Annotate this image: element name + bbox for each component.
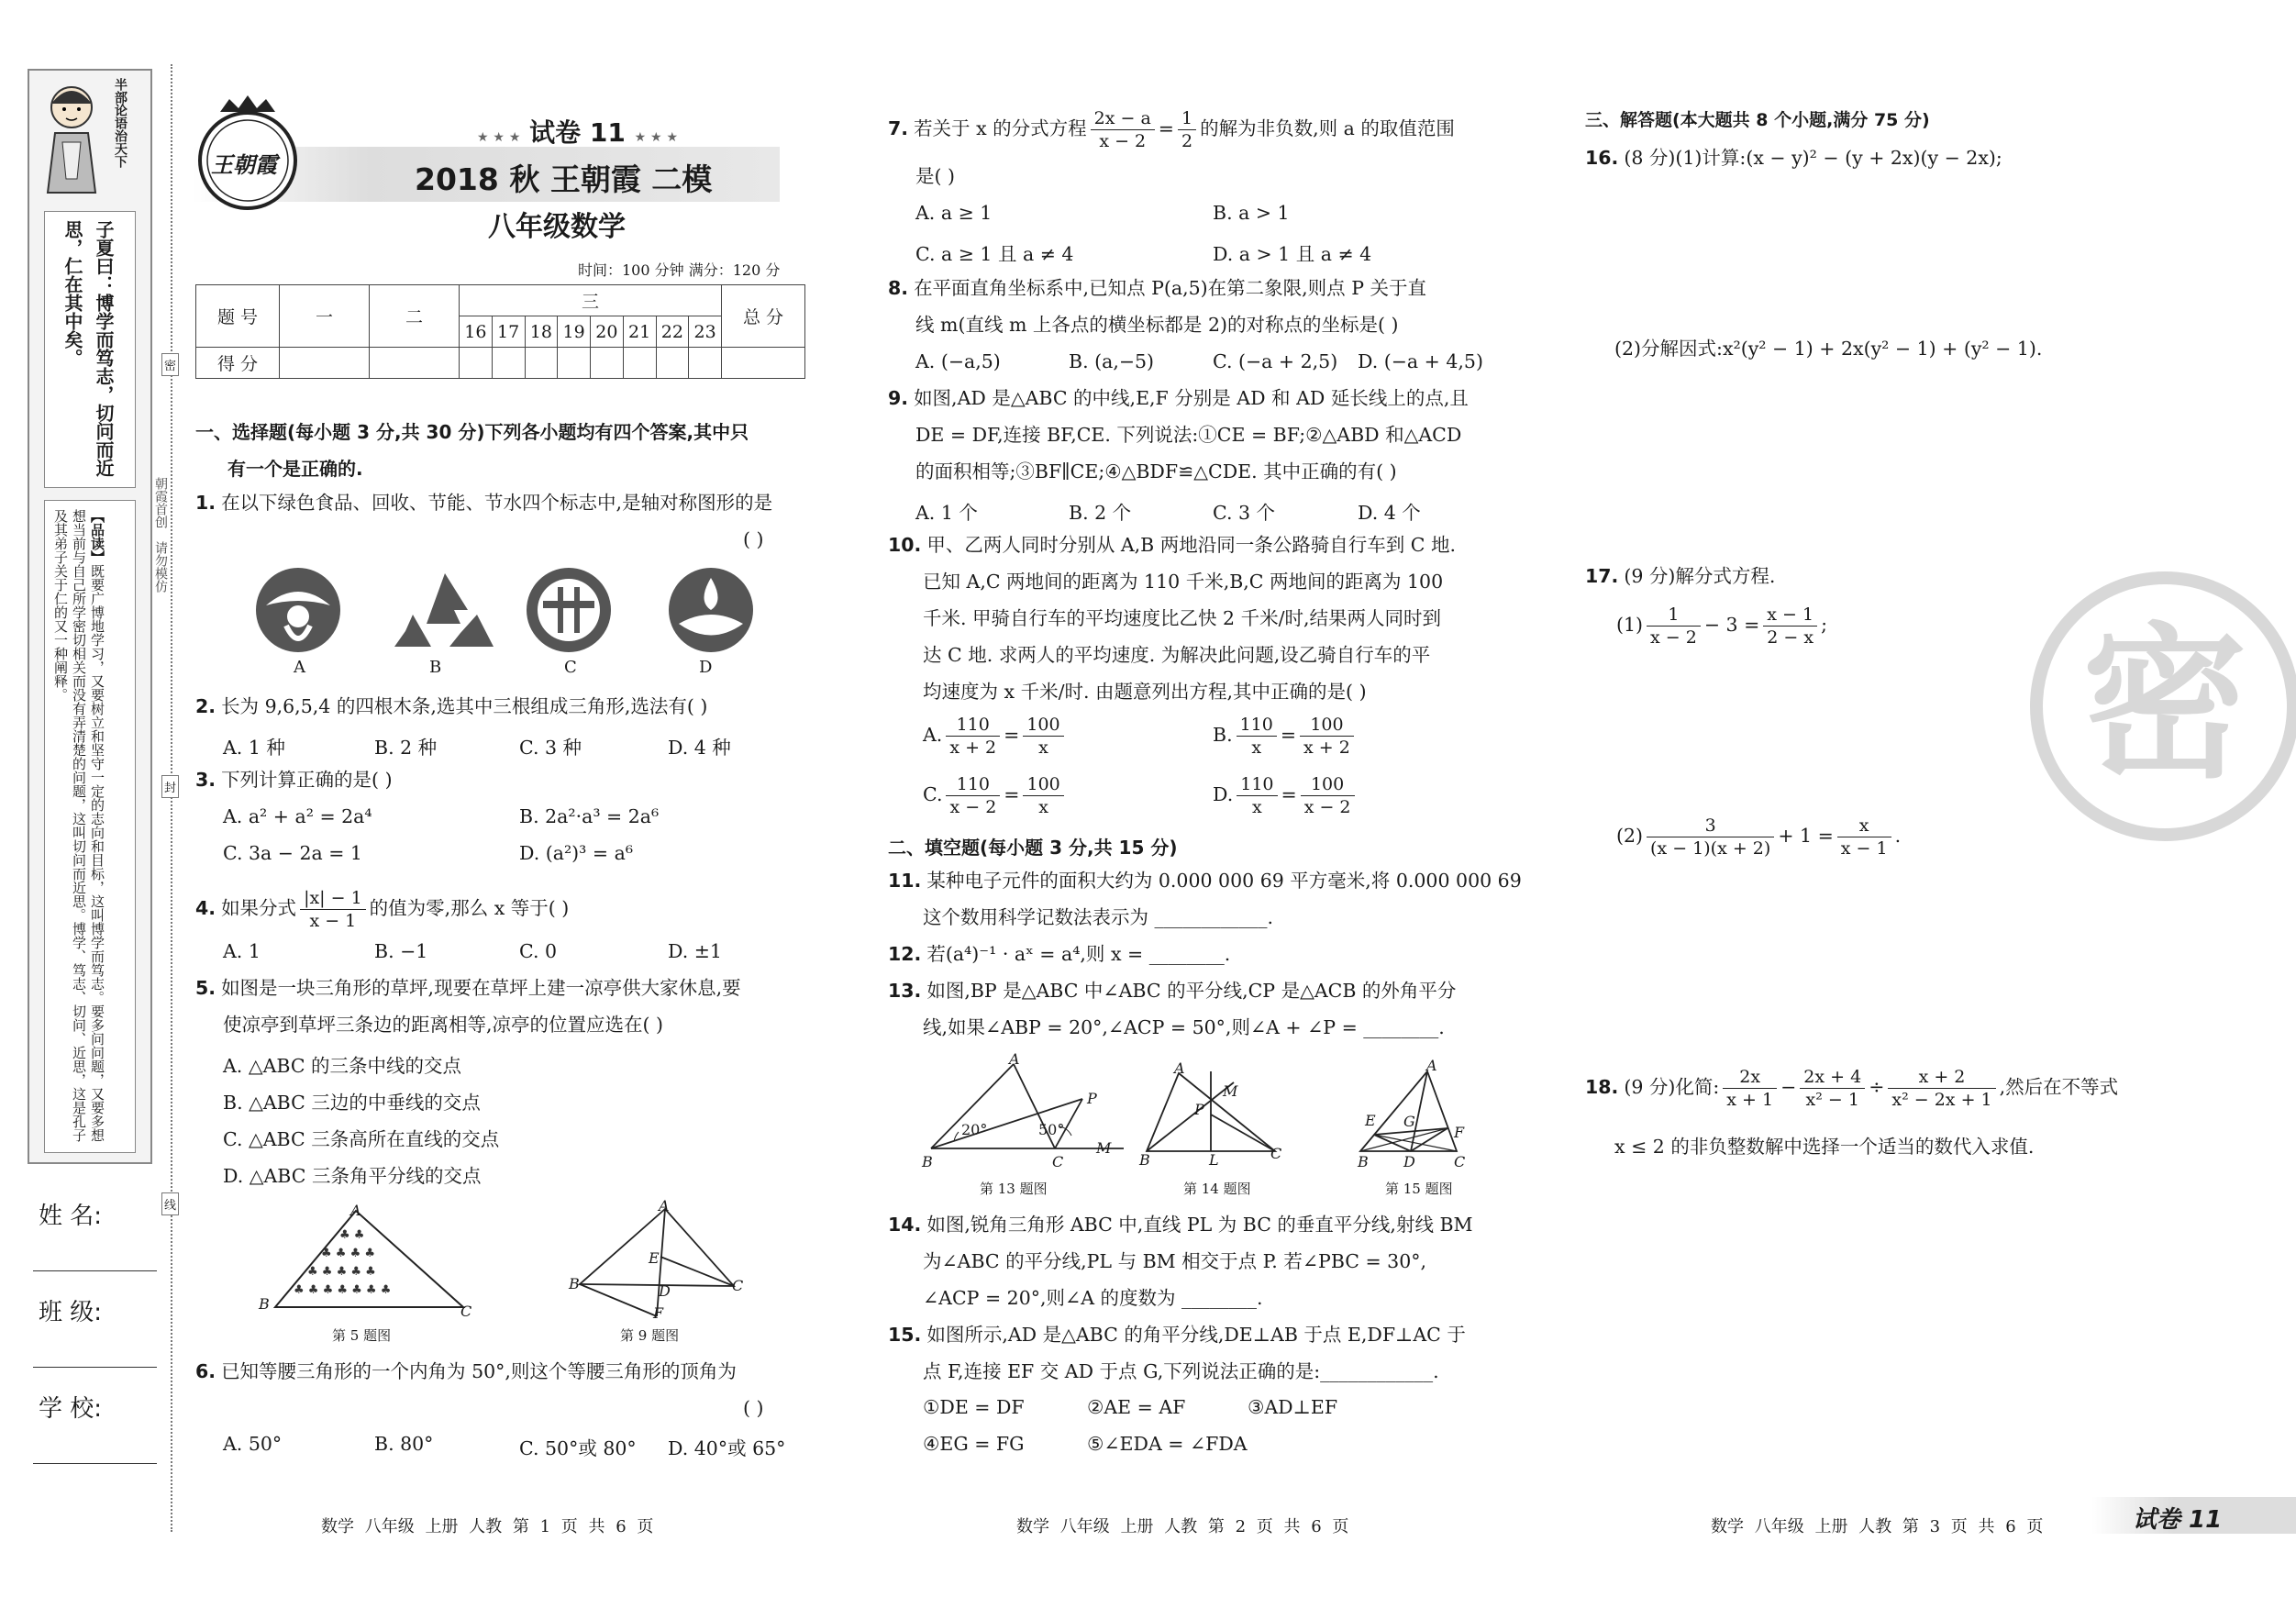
water-saving-logo-icon — [669, 568, 753, 652]
question-5-a: 5. 如图是一块三角形的草坪,现要在草坪上建一凉亭供大家休息,要 — [195, 977, 741, 999]
q9-option-b[interactable]: B. 2 个 — [1069, 502, 1132, 524]
q1-label-b: B — [429, 658, 442, 677]
q7-option-b[interactable]: B. a > 1 — [1213, 202, 1290, 224]
sidebar-top-chars: 半部论语治天下 — [113, 78, 128, 168]
score-cell[interactable] — [492, 348, 525, 379]
class-field[interactable] — [33, 1367, 157, 1368]
svg-text:♣ ♣ ♣ ♣ ♣: ♣ ♣ ♣ ♣ ♣ — [307, 1265, 376, 1279]
question-1-paren: ( ) — [743, 528, 764, 550]
score-cell[interactable] — [525, 348, 558, 379]
q6-option-a[interactable]: A. 50° — [223, 1433, 283, 1455]
q2-option-a[interactable]: A. 1 种 — [223, 737, 285, 759]
question-1: 1. 在以下绿色食品、回收、节能、节水四个标志中,是轴对称图形的是 — [195, 492, 773, 514]
seal-char-2: 封 — [161, 775, 179, 798]
fig14-label-c: C — [1270, 1145, 1282, 1162]
q15-option-4[interactable]: ④EG = FG — [923, 1433, 1025, 1455]
question-10-b: 已知 A,C 两地间的距离为 110 千米,B,C 两地间的距离为 100 — [923, 571, 1444, 593]
score-num: 20 — [591, 316, 624, 348]
q8-option-c[interactable]: C. (−a + 2,5) — [1213, 350, 1338, 372]
question-14-b: 为∠ABC 的平分线,PL 与 BM 相交于点 P. 若∠PBC = 30°, — [923, 1250, 1427, 1272]
score-cell[interactable] — [656, 348, 689, 379]
score-cell[interactable] — [280, 348, 370, 379]
question-4: 4. 如果分式 $\frac{|x| - 1}{x - 1}$ 的值为零,那么 x 等于( ) — [195, 888, 570, 931]
school-label: 学 校: — [39, 1395, 103, 1423]
question-10-a: 10. 甲、乙两人同时分别从 A,B 两地沿同一条公路骑自行车到 C 地. — [888, 534, 1456, 556]
question-11-b: 这个数用科学记数法表示为 ____________. — [923, 906, 1274, 928]
q3-option-c[interactable]: C. 3a − 2a = 1 — [223, 842, 362, 864]
fig14-label-m: M — [1223, 1082, 1238, 1100]
score-cell[interactable] — [689, 348, 722, 379]
q5-option-a[interactable]: A. △ABC 的三条中线的交点 — [223, 1055, 462, 1077]
score-col-total: 总 分 — [722, 285, 805, 348]
q3-option-d[interactable]: D. (a²)³ = a⁶ — [519, 842, 634, 864]
score-cell[interactable] — [591, 348, 624, 379]
q6-option-d[interactable]: D. 40°或 65° — [668, 1437, 786, 1459]
q1-logos — [248, 560, 816, 670]
sidebar-comment — [51, 509, 106, 1142]
q8-option-a[interactable]: A. (−a,5) — [915, 350, 1001, 372]
question-14-a: 14. 如图,锐角三角形 ABC 中,直线 PL 为 BC 的垂直平分线,射线 BM — [888, 1214, 1473, 1236]
fig15-label-a: A — [1426, 1057, 1437, 1074]
question-14-c: ∠ACP = 20°,则∠A 的度数为 ________. — [923, 1287, 1263, 1309]
q2-option-d[interactable]: D. 4 种 — [668, 737, 731, 759]
fig14-label-a: A — [1174, 1059, 1185, 1077]
q9-option-d[interactable]: D. 4 个 — [1358, 502, 1421, 524]
q10-option-d[interactable]: D. $\frac{110}{x}$ = $\frac{100}{x - 2}$ — [1213, 773, 1359, 818]
question-16-b: (2)分解因式:x²(y² − 1) + 2x(y² − 1) + (y² − 1). — [1614, 338, 2043, 360]
score-num: 17 — [492, 316, 525, 348]
question-13-a: 13. 如图,BP 是△ABC 中∠ABC 的平分线,CP 是△ACB 的外角平分 — [888, 980, 1457, 1002]
fig9-label-b: B — [569, 1275, 580, 1292]
seal-char-1: 密 — [161, 353, 179, 376]
fig13-label-a: A — [1009, 1050, 1020, 1068]
question-10-c: 千米. 甲骑自行车的平均速度比乙快 2 千米/时,结果两人同时到 — [923, 607, 1442, 629]
question-17-2: (2) $\frac{3}{(x - 1)(x + 2)}$ + 1 = $\frac{x}{x - 1}$ . — [1616, 815, 1902, 859]
q6-option-b[interactable]: B. 80° — [374, 1433, 434, 1455]
fig15-label-f: F — [1454, 1124, 1465, 1141]
score-col-three: 三 — [460, 285, 722, 316]
q7-option-a[interactable]: A. a ≥ 1 — [915, 202, 993, 224]
name-field[interactable] — [33, 1270, 157, 1271]
score-cell[interactable] — [623, 348, 656, 379]
fig5-caption: 第 5 题图 — [332, 1327, 392, 1344]
time-info: 时间：100 分钟 满分：120 分 — [578, 261, 781, 279]
score-num: 23 — [689, 316, 722, 348]
score-num: 18 — [525, 316, 558, 348]
recycle-logo-icon — [394, 573, 494, 647]
question-13-b: 线,如果∠ABP = 20°,∠ACP = 50°,则∠A + ∠P = ________. — [923, 1016, 1445, 1038]
question-15-b: 点 F,连接 EF 交 AD 于点 G,下列说法正确的是:____________. — [923, 1360, 1439, 1382]
fig5-label-b: B — [259, 1295, 270, 1313]
svg-text:♣ ♣ ♣ ♣ ♣ ♣ ♣: ♣ ♣ ♣ ♣ ♣ ♣ ♣ — [294, 1283, 392, 1297]
svg-text:密: 密 — [2081, 609, 2248, 801]
fig9-caption: 第 9 题图 — [620, 1327, 680, 1344]
footer-page-1: 数学 八年级 上册 人教 第 1 页 共 6 页 — [321, 1517, 654, 1536]
q4-option-d[interactable]: D. ±1 — [668, 940, 722, 962]
question-7: 7. 若关于 x 的分式方程 $\frac{2x - a}{x - 2}$ = $\frac{1}{2}$ 的解为非负数,则 a 的取值范围 — [888, 108, 1455, 151]
question-7-b: 是( ) — [915, 165, 956, 187]
fig15-caption: 第 15 题图 — [1385, 1181, 1453, 1197]
q7-fraction-right: $\frac{1}{2}$ — [1178, 107, 1196, 152]
q5-option-d[interactable]: D. △ABC 三条角平分线的交点 — [223, 1165, 482, 1187]
q8-option-d[interactable]: D. (−a + 4,5) — [1358, 350, 1483, 372]
fig13-label-m: M — [1096, 1139, 1112, 1157]
figure-5 — [257, 1202, 477, 1321]
score-cell[interactable] — [558, 348, 591, 379]
watermark-seal — [2027, 569, 2296, 844]
score-cell[interactable] — [370, 348, 460, 379]
q2-option-b[interactable]: B. 2 种 — [374, 737, 438, 759]
fig13-label-c: C — [1052, 1153, 1064, 1170]
score-col-two: 二 — [370, 285, 460, 348]
question-10-e: 均速度为 x 千米/时. 由题意列出方程,其中正确的是( ) — [923, 681, 1367, 703]
fig9-label-c: C — [732, 1277, 744, 1294]
q1-label-a: A — [294, 658, 305, 677]
score-num: 21 — [623, 316, 656, 348]
seal-char-3: 线 — [161, 1192, 179, 1215]
fig13-label-b: B — [922, 1153, 933, 1170]
q5-option-c[interactable]: C. △ABC 三条高所在直线的交点 — [223, 1128, 500, 1150]
q9-option-c[interactable]: C. 3 个 — [1213, 502, 1276, 524]
q5-option-b[interactable]: B. △ABC 三边的中垂线的交点 — [223, 1092, 481, 1114]
question-17-1: (1) $\frac{1}{x - 2}$ − 3 = $\frac{x - 1}{2 - x}$ ; — [1616, 604, 1828, 648]
score-num: 19 — [558, 316, 591, 348]
fig15-label-c: C — [1454, 1153, 1466, 1170]
q7-option-d[interactable]: D. a > 1 且 a ≠ 4 — [1213, 243, 1372, 265]
exam-subject: 八年级数学 — [488, 211, 626, 243]
exam-title: 2018 秋 王朝霞 二模 — [415, 161, 713, 197]
q1-label-c: C — [564, 658, 577, 677]
question-6: 6. 已知等腰三角形的一个内角为 50°,则这个等腰三角形的顶角为 — [195, 1360, 737, 1382]
fig13-angle-20: 20° — [961, 1121, 988, 1138]
question-2: 2. 长为 9,6,5,4 的四根木条,选其中三根组成三角形,选法有( ) — [195, 695, 708, 717]
fig14-label-l: L — [1209, 1151, 1219, 1169]
school-field[interactable] — [33, 1463, 157, 1464]
question-11-a: 11. 某种电子元件的面积大约为 0.000 000 69 平方毫米,将 0.000 000 69 — [888, 870, 1522, 892]
q15-option-5[interactable]: ⑤∠EDA = ∠FDA — [1087, 1433, 1248, 1455]
q7-fraction-left: $\frac{2x - a}{x - 2}$ — [1091, 107, 1155, 152]
seal-notice: 朝霞首创 请勿模仿 — [153, 477, 168, 593]
score-num: 22 — [656, 316, 689, 348]
svg-text:♣ ♣ ♣ ♣: ♣ ♣ ♣ ♣ — [321, 1247, 376, 1260]
fig15-label-b: B — [1358, 1153, 1369, 1170]
question-9-c: 的面积相等;③BF∥CE;④△BDF≌△CDE. 其中正确的有( ) — [915, 460, 1397, 482]
q2-option-c[interactable]: C. 3 种 — [519, 737, 582, 759]
fig13-angle-50: 50° — [1038, 1121, 1065, 1138]
paper-number: ★ ★ ★ 试卷 11 ★ ★ ★ — [477, 117, 679, 148]
question-10-d: 达 C 地. 求两人的平均速度. 为解决此问题,设乙骑自行车的平 — [923, 644, 1431, 666]
energy-saving-logo-icon — [527, 568, 611, 652]
question-5-b: 使凉亭到草坪三条边的距离相等,凉亭的位置应选在( ) — [223, 1014, 664, 1036]
q4-fraction: $\frac{|x| - 1}{x - 1}$ — [300, 887, 366, 932]
logo-text: 王朝霞 — [211, 151, 277, 178]
q4-option-b[interactable]: B. −1 — [374, 940, 428, 962]
score-num: 16 — [460, 316, 493, 348]
sidebar-comment-text: 既要广博地学习，又要树立和坚守一定的志向和目标，这叫博学而笃志。要多问问题，又要多想想当前与自己所学密切相关而没有弄清楚的问题，这叫切问而近思。博学、笃志、切问、近思，这是孔子及其弟子关于仁的又一种阐释。 — [52, 509, 105, 1142]
name-label: 姓 名: — [39, 1203, 103, 1230]
score-col-one: 一 — [280, 285, 370, 348]
q10-option-a[interactable]: A. $\frac{110}{x + 2}$ = $\frac{100}{x}$ — [923, 714, 1068, 759]
q10-option-b[interactable]: B. $\frac{110}{x}$ = $\frac{100}{x + 2}$ — [1213, 714, 1358, 759]
section-2-title: 二、填空题(每小题 3 分,共 15 分) — [888, 837, 1178, 859]
question-12: 12. 若(a⁴)⁻¹ · aˣ = a⁴,则 x = ________. — [888, 943, 1231, 965]
fig13-label-p: P — [1087, 1090, 1097, 1107]
fig15-label-e: E — [1365, 1112, 1376, 1129]
section-1-title-b: 有一个是正确的. — [227, 458, 363, 480]
score-table — [195, 284, 805, 379]
question-8-a: 8. 在平面直角坐标系中,已知点 P(a,5)在第二象限,则点 P 关于直 — [888, 277, 1427, 299]
score-cell[interactable] — [460, 348, 493, 379]
fig14-label-b: B — [1139, 1151, 1150, 1169]
score-cell[interactable] — [722, 348, 805, 379]
page-tab-label: 试卷 11 — [2133, 1506, 2223, 1534]
fig9-label-f: F — [653, 1304, 664, 1322]
question-17: 17. (9 分)解分式方程. — [1585, 565, 1776, 587]
q3-option-b[interactable]: B. 2a²·a³ = 2a⁶ — [519, 805, 660, 827]
score-row-label: 题 号 — [196, 285, 280, 348]
q7-option-c[interactable]: C. a ≥ 1 且 a ≠ 4 — [915, 243, 1074, 265]
question-9-b: DE = DF,连接 BF,CE. 下列说法:①CE = BF;②△ABD 和△ACD — [915, 424, 1462, 446]
svg-text:♣ ♣: ♣ ♣ — [339, 1228, 365, 1242]
q6-option-c[interactable]: C. 50°或 80° — [519, 1437, 637, 1459]
q4-option-c[interactable]: C. 0 — [519, 940, 558, 962]
class-label: 班 级: — [39, 1299, 103, 1326]
q15-option-2[interactable]: ②AE = AF — [1087, 1396, 1186, 1418]
question-15-a: 15. 如图所示,AD 是△ABC 的角平分线,DE⊥AB 于点 E,DF⊥AC 于 — [888, 1324, 1466, 1346]
question-3: 3. 下列计算正确的是( ) — [195, 769, 393, 791]
q3-option-a[interactable]: A. a² + a² = 2a⁴ — [223, 805, 372, 827]
q4-option-a[interactable]: A. 1 — [223, 940, 261, 962]
question-9-a: 9. 如图,AD 是△ABC 的中线,E,F 分别是 AD 和 AD 延长线上的点,且 — [888, 387, 1469, 409]
fig14-caption: 第 14 题图 — [1183, 1181, 1251, 1197]
q1-label-d: D — [699, 658, 713, 677]
question-16-a: 16. (8 分)(1)计算:(x − y)² − (y + 2x)(y − 2x); — [1585, 147, 2002, 169]
question-8-b: 线 m(直线 m 上各点的横坐标都是 2)的对称点的坐标是( ) — [915, 314, 1399, 336]
section-1-title-a: 一、选择题(每小题 3 分,共 30 分)下列各小题均有四个答案,其中只 — [195, 421, 749, 443]
q15-option-1[interactable]: ①DE = DF — [923, 1396, 1025, 1418]
sidebar-comment-label: 【品读】 — [89, 509, 105, 564]
sidebar-avatar — [35, 78, 108, 197]
section-3-title: 三、解答题(本大题共 8 个小题,满分 75 分) — [1585, 110, 1930, 130]
fig5-label-c: C — [460, 1303, 472, 1320]
q8-option-b[interactable]: B. (a,−5) — [1069, 350, 1155, 372]
q15-option-3[interactable]: ③AD⊥EF — [1248, 1396, 1338, 1418]
fig5-label-a: A — [350, 1202, 361, 1219]
question-18-b: x ≤ 2 的非负整数解中选择一个适当的数代入求值. — [1614, 1136, 2035, 1158]
green-food-logo-icon — [256, 568, 340, 652]
q10-option-c[interactable]: C. $\frac{110}{x - 2}$ = $\frac{100}{x}$ — [923, 773, 1068, 818]
fig9-label-d: D — [659, 1282, 671, 1300]
fig15-label-d: D — [1403, 1153, 1415, 1170]
fig14-label-p: P — [1194, 1101, 1204, 1118]
question-18-a: 18. (9 分)化简: $\frac{2x}{x + 1}$ − $\frac{2x + 4}{\text{x² − 1}}$ ÷ $\frac{x + 2}{\text{x² − 2x + 1}}$ ,然后在不等式 — [1585, 1067, 2119, 1110]
sidebar-quote: 子夏曰：博学而笃志，切问而近思，仁在其中矣。 — [61, 220, 115, 477]
question-6-paren: ( ) — [743, 1397, 764, 1419]
fig13-caption: 第 13 题图 — [980, 1181, 1048, 1197]
fig9-label-e: E — [649, 1249, 660, 1267]
fig9-label-a: A — [659, 1197, 670, 1214]
q9-option-a[interactable]: A. 1 个 — [915, 502, 978, 524]
fig15-label-g: G — [1403, 1113, 1415, 1130]
footer-page-2: 数学 八年级 上册 人教 第 2 页 共 6 页 — [1016, 1517, 1349, 1536]
score-row2-label: 得 分 — [196, 348, 280, 379]
seal-line — [171, 64, 172, 1532]
footer-page-3: 数学 八年级 上册 人教 第 3 页 共 6 页 — [1711, 1517, 2044, 1536]
